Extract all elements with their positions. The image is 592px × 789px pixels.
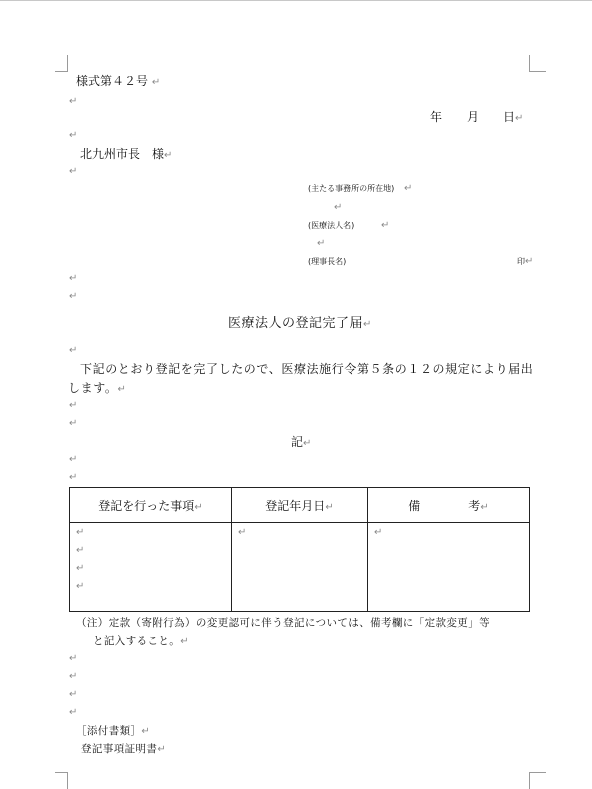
crop-mark-top-right [529, 55, 546, 72]
note-line-1: （注）定款（寄附行為）の変更認可に伴う登記については、備考欄に「定款変更」等 [76, 617, 490, 629]
paragraph-mark: ↵ [69, 454, 78, 465]
paragraph-mark: ↵ [69, 96, 78, 107]
ki-text: 記 [291, 435, 304, 449]
paragraph-mark: ↵ [363, 319, 372, 330]
registration-table [69, 487, 530, 612]
paragraph-mark: ↵ [69, 166, 78, 177]
paragraph-mark: ↵ [164, 150, 173, 161]
paragraph-mark: ↵ [404, 183, 413, 194]
paragraph-mark: ↵ [480, 501, 489, 513]
paragraph-mark: ↵ [317, 238, 326, 249]
note-line-2 [93, 634, 189, 649]
paragraph-mark: ↵ [157, 744, 167, 755]
cell-registered-item[interactable] [70, 523, 232, 612]
form-number [76, 74, 160, 90]
attachments-heading [76, 724, 150, 739]
crop-mark-bottom-left [55, 772, 68, 789]
paragraph-mark: ↵ [334, 202, 343, 213]
attachments-heading-text: ［添付書類］ [76, 725, 142, 737]
paragraph-mark: ↵ [69, 653, 78, 664]
paragraph-mark: ↵ [238, 527, 247, 538]
paragraph-mark: ↵ [69, 273, 78, 284]
paragraph-mark: ↵ [69, 689, 78, 700]
document-title [228, 317, 372, 332]
paragraph-mark: ↵ [515, 113, 524, 124]
paragraph-mark: ↵ [381, 220, 390, 231]
attachments-item [81, 742, 166, 757]
paragraph-mark: ↵ [151, 77, 161, 88]
crop-mark-top-left [55, 55, 68, 72]
header-remarks [368, 488, 530, 523]
date-month: 月 [467, 110, 480, 124]
paragraph-mark: ↵ [141, 726, 151, 737]
paragraph-mark: ↵ [180, 636, 189, 647]
addressee-text: 北九州市長 様 [80, 147, 165, 161]
paragraph-mark: ↵ [76, 581, 85, 592]
paragraph-mark: ↵ [76, 545, 85, 556]
paragraph-mark: ↵ [69, 291, 78, 302]
paragraph-mark: ↵ [525, 256, 534, 267]
paragraph-mark: ↵ [194, 501, 203, 513]
table-header-row [70, 488, 530, 523]
attachments-item-text: 登記事項証明書 [81, 743, 158, 755]
top-border [0, 0, 592, 1]
paragraph-mark: ↵ [69, 400, 78, 411]
seal-mark [517, 257, 533, 267]
body-line-1: 下記のとおり登記を完了したので、医療法施行令第５条の１２の規定により届出 [80, 362, 534, 376]
paragraph-mark: ↵ [325, 501, 334, 513]
form-number-text: 様式第４２号 [76, 74, 149, 88]
paragraph-mark: ↵ [303, 438, 312, 449]
director-label: (理事長名) [308, 257, 347, 266]
ki-heading [291, 435, 311, 451]
cell-registration-date[interactable] [232, 523, 368, 612]
office-address-label: (主たる事務所の所在地) [308, 184, 395, 193]
date-day-text: 日 [503, 110, 516, 124]
date-year: 年 [430, 110, 443, 124]
paragraph-mark: ↵ [374, 527, 383, 538]
body-line-2-text: します。 [68, 381, 118, 395]
paragraph-mark: ↵ [69, 345, 78, 356]
header-registration-date [232, 488, 368, 523]
paragraph-mark: ↵ [76, 527, 85, 538]
paragraph-mark: ↵ [76, 563, 85, 574]
paragraph-mark: ↵ [117, 384, 127, 395]
paragraph-mark: ↵ [69, 130, 78, 141]
paragraph-mark: ↵ [69, 418, 78, 429]
paragraph-mark: ↵ [69, 472, 78, 483]
header-registered-item [70, 488, 232, 523]
date-day [503, 110, 523, 126]
paragraph-mark: ↵ [69, 707, 78, 718]
cell-remarks[interactable] [368, 523, 530, 612]
seal-text: 印 [517, 257, 525, 266]
body-line-2 [68, 381, 126, 397]
corp-name-label: (医療法人名) [308, 221, 355, 230]
header-registration-date-text: 登記年月日 [265, 498, 326, 513]
note-line-2-text: と記入すること。 [93, 635, 181, 647]
table-row [70, 523, 530, 612]
header-remarks-text: 備 考 [408, 498, 481, 513]
addressee [80, 147, 172, 163]
crop-mark-bottom-right [529, 772, 546, 789]
document-title-text: 医療法人の登記完了届 [228, 316, 364, 331]
header-registered-item-text: 登記を行った事項 [98, 498, 195, 513]
paragraph-mark: ↵ [69, 671, 78, 682]
